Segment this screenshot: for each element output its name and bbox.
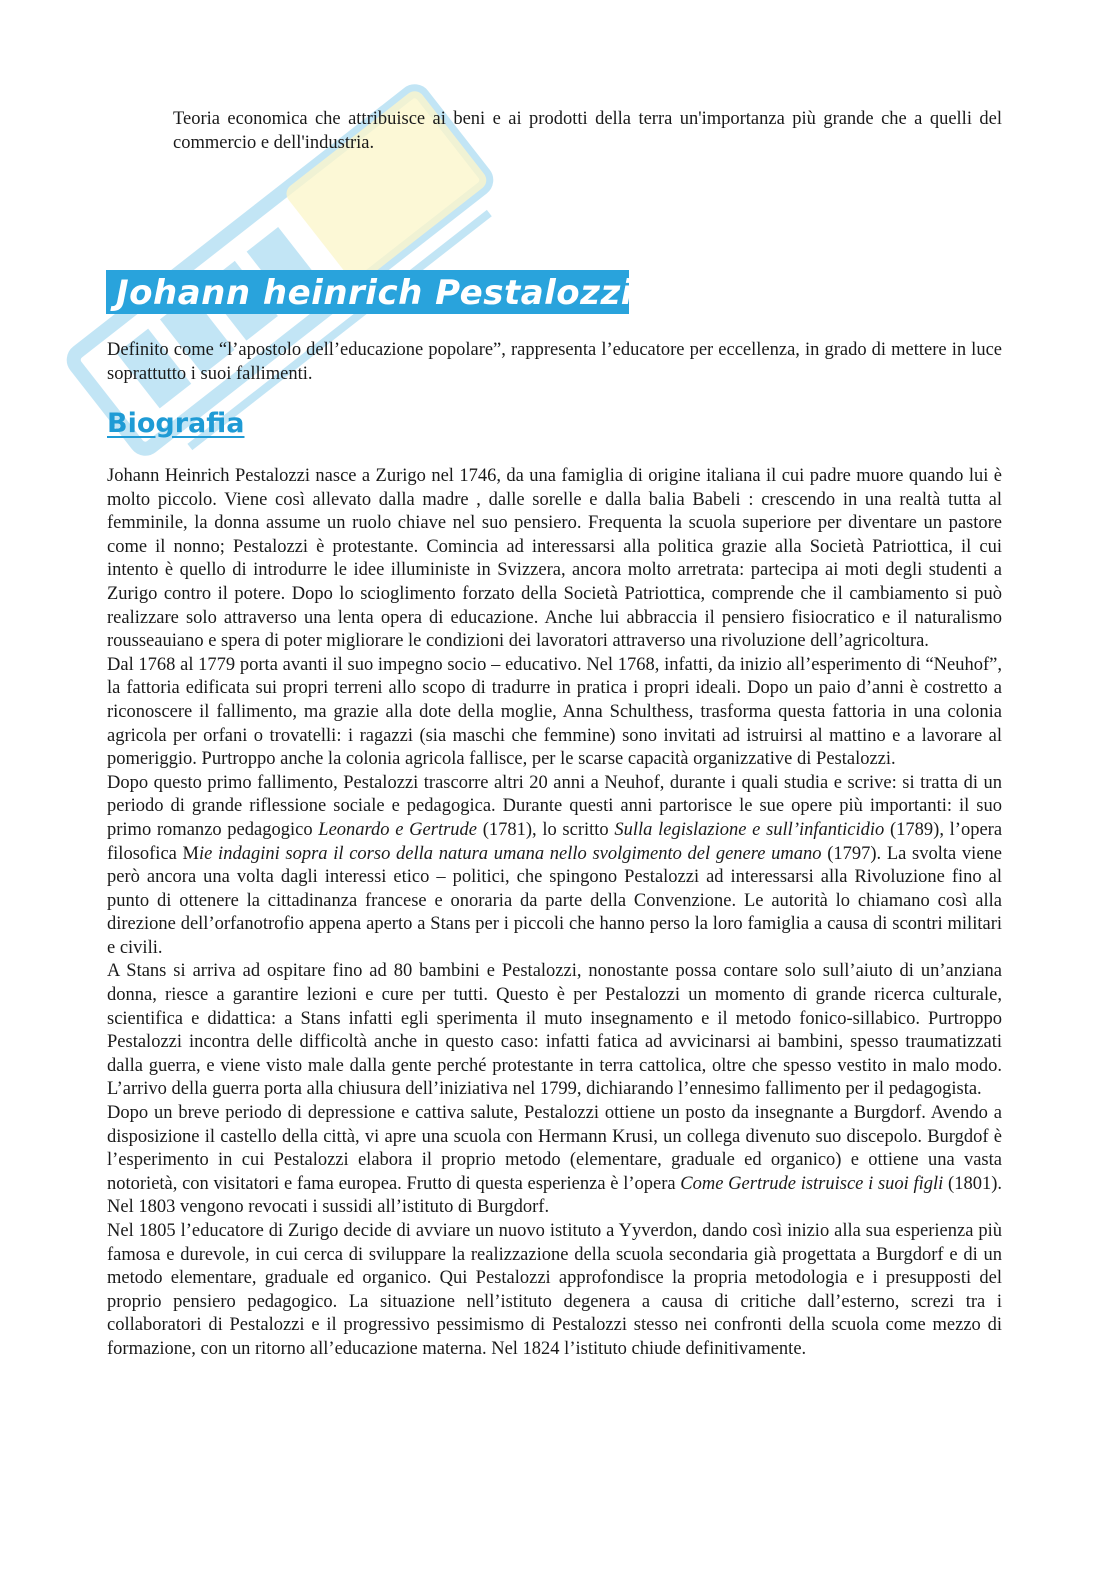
page-title: Johann heinrich Pestalozzi xyxy=(116,273,633,313)
text-run: (1789), l’opera filosofica M xyxy=(107,819,1003,864)
text-run: (1797). La svolta viene però ancora una volta dagli interessi etico – politici, che spingono Pestalozzi ad interessarsi alla Rivoluzione fino al punto di ottenere la cittadinanza francese e onoraria da parte della Convenzione. Le autorità lo chiamano così alla direzione dell’orfanotrofio appena aperto a Stans per i piccoli che hanno perso la loro famiglia a causa di scontri militari e civili. xyxy=(107,843,1002,958)
text-run: Dopo un breve periodo di depressione e cattiva salute, Pestalozzi ottiene un posto da insegnante a Burgdorf. Avendo a disposizione il castello della città, vi apre una scuola con Hermann Krusi, un collega divenuto suo discepolo. Burgdof è l’esperimento in cui Pestalozzi elabora il proprio metodo (elementare, graduale ed organico) e ottiene una vasta notorietà, con visitatori e fama europea. Frutto di questa esperienza è l’opera xyxy=(107,1103,1002,1194)
work-title-come-gertrude: Come Gertrude istruisce i suoi figli xyxy=(680,1173,944,1194)
lead-paragraph: Definito come “l’apostolo dell’educazione popolare”, rappresenta l’educatore per eccellenza, in grado di mettere in luce soprattutto i suoi fallimenti. xyxy=(107,340,1002,384)
biography-paragraph-4: A Stans si arriva ad ospitare fino ad 80 bambini e Pestalozzi, nonostante possa contare solo sull’aiuto di un’anziana donna, riesce a garantire lezioni e cure per tutti. Questo è per Pestalozzi un momento di grande ricerca culturale, scientifica e didattica: a Stans infatti egli sperimenta il muto insegnamento e il metodo fonico-sillabico. Purtroppo Pestalozzi incontra delle difficoltà anche in questo caso: infatti fatica ad avvicinarsi ai bambini, spesso traumatizzati dalla guerra, e viene visto male dalla gente perché protestante in terra cattolica, oltre che spesso vestito in malo modo. L’arrivo della guerra porta alla chiusura dell’iniziativa nel 1799, dichiarando l’ennesimo fallimento per il pedagogista. xyxy=(107,961,1002,1100)
text-run: (1781), lo scritto xyxy=(477,819,615,840)
text-run: Dopo questo primo fallimento, Pestalozzi trascorre altri 20 anni a Neuhof, durante i quali studia e scrive: si tratta di un periodo di grande riflessione sociale e pedagogica. Durante questi anni partorisce le sue opere più importanti: il suo primo romanzo pedagogico xyxy=(107,772,1002,840)
section-heading-biografia: Biografia xyxy=(107,408,245,439)
biography-paragraph-3 xyxy=(107,772,1002,961)
biography-paragraph-5 xyxy=(107,1102,1002,1220)
biography-body xyxy=(107,465,1002,1362)
work-title-leonardo-e-gertrude: Leonardo e Gertrude xyxy=(318,819,477,840)
work-title-legislazione: Sulla legislazione e sull’infanticidio xyxy=(614,819,885,840)
biography-paragraph-6: Nel 1805 l’educatore di Zurigo decide di avviare un nuovo istituto a Yyverdon, dando così inizio alla sua esperienza più famosa e durevole, in cui cerca di sviluppare la realizzazione della scuola secondaria già progettata a Burgdorf e di un metodo elementare, graduale ed organico. Qui Pestalozzi approfondisce la propria metodologia e i presupposti del proprio pensiero pedagogico. La situazione nell’istituto degenera a causa di critiche dall’esterno, screzi tra i collaboratori di Pestalozzi e il progressivo pessimismo di Pestalozzi stesso nei confronti della scuola come mezzo di formazione, con un ritorno all’educazione materna. Nel 1824 l’istituto chiude definitivamente. xyxy=(107,1221,1002,1359)
work-title-indagini: ie indagini sopra il corso della natura umana nello svolgimento del genere umano xyxy=(199,843,822,864)
biography-paragraph-2: Dal 1768 al 1779 porta avanti il suo impegno socio – educativo. Nel 1768, infatti, da inizio all’esperimento di “Neuhof”, la fattoria edificata sui propri terreni allo scopo di tradurre in pratica i propri ideali. Dopo un paio d’anni è costretto a riconoscere il fallimento, ma grazie alla dote della moglie, Anna Schulthess, trasforma questa fattoria in una colonia agricola per orfani o trovatelli: i ragazzi (sia maschi che femmine) sono invitati ad istruirsi al mattino e a lavorare al pomeriggio. Purtroppo anche la colonia agricola fallisce, per le scarse capacità organizzative di Pestalozzi. xyxy=(107,654,1002,770)
intro-paragraph: Teoria economica che attribuisce ai beni e ai prodotti della terra un'importanza più grande che a quelli del commercio e dell'industria. xyxy=(173,109,1002,153)
text-run: (1801). Nel 1803 vengono revocati i sussidi all’istituto di Burgdorf. xyxy=(107,1173,1002,1218)
biography-paragraph-1: Johann Heinrich Pestalozzi nasce a Zurigo nel 1746, da una famiglia di origine italiana il cui padre muore quando lui è molto piccolo. Viene così allevato dalla madre , dalle sorelle e dalla balia Babeli : crescendo in una realtà tutta al femminile, la donna assume un ruolo chiave nel suo pensiero. Frequenta la scuola superiore per diventare un pastore come il nonno; Pestalozzi è protestante. Comincia ad interessarsi alla politica grazie alla Società Patriottica, il cui intento è quello di introdurre le idee illuministe in Svizzera, ancora molto arretrata: partecipa ai moti degli studenti a Zurigo contro il potere. Dopo lo scioglimento forzato della Società Patriottica, comprende che il cambiamento si può realizzare solo attraverso una lenta opera di educazione. Anche lui abbraccia il pensiero fisiocratico e il naturalismo rousseauiano e spera di poter migliorare le condizioni dei lavoratori attraverso una rivoluzione dell’agricoltura. xyxy=(107,466,1002,652)
